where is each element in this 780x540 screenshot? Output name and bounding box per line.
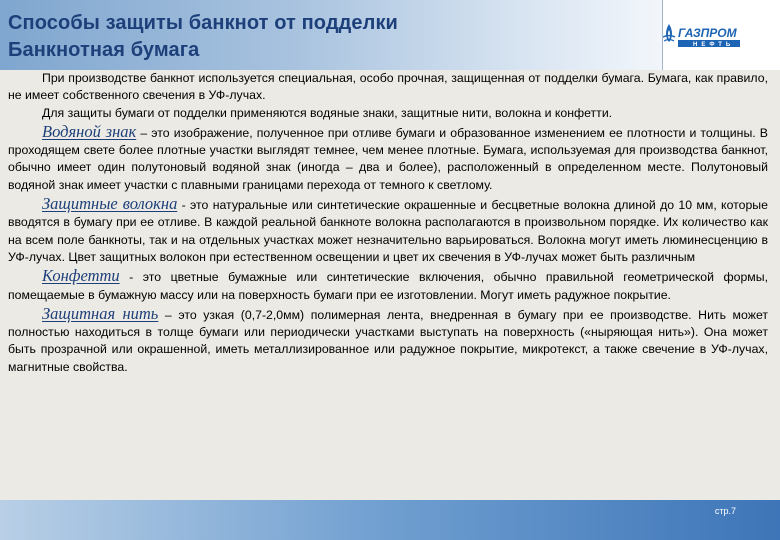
body-text [8,70,768,376]
page-number: стр.7 [714,506,736,516]
definition-security-fibers: - это натуральные или синтетические окрашенные и бесцветные волокна длиной до 10 мм, которые вводятся в бумагу при ее отливе. В каждой реальной банкноте волокна располагаются в произвольном порядке. Их количество как на всем поле банкноты, так и на отдельных участках может незначительно варьироваться. Волокна могут иметь люминесценцию в УФ-лучах. Цвет защитных волокон при естественном освещении и цвет их свечения в УФ-лучах может быть различным [8,198,768,264]
intro-paragraph-2: Для защиты бумаги от подделки применяются водяные знаки, защитные нити, волокна и конфетти. [42,105,613,120]
slide-body [0,70,780,540]
term-confetti: Конфетти [42,266,120,286]
section-watermark [8,123,768,194]
slide-header [0,0,780,70]
term-watermark: Водяной знак [42,121,137,141]
title-banner [0,0,663,70]
slide-subtitle: Банкнотная бумага [8,39,200,61]
logo-text-main: ГАЗПРОМ [678,26,737,40]
term-security-thread: Защитная нить [42,303,159,323]
section-security-thread [8,305,768,376]
section-security-fibers [8,195,768,266]
term-security-fibers: Защитные волокна [42,194,178,214]
footer-bar [0,500,780,540]
slide-title: Способы защиты банкнот от подделки [8,12,398,34]
definition-watermark: – это изображение, полученное при отливе бумаги и образованное изменением ее плотности и толщины. В проходящем свете более плотные участки выглядят темнее, чем менее плотные. Бумага, используемая для производства банкнот, обычно имеет один полутоновый водяной знак (иногда – два и более), расположенный в определенном месте. Полутоновый водяной знак имеет участки с плавными границами перехода от темного к светлому. [8,125,769,192]
section-confetti [8,267,768,304]
gazprom-neft-logo-icon [663,20,743,54]
definition-security-thread: – это узкая (0,7-2,0мм) полимерная лента, внедренная в бумагу при ее производстве. Нить может полностью находиться в толще бумаги или периодически участками выступать на поверхность («ныряющая нить»). Она может быть прозрачной или окрашенной, иметь металлизированное или радужное покрытие, микротекст, а также свечение в УФ-лучах, магнитные свойства. [8,307,769,374]
intro-paragraph-1: При производстве банкнот используется специальная, особо прочная, защищенная от подделки бумага. Бумага, как правило, не имеет собственного свечения в УФ-лучах. [8,71,768,103]
definition-confetti: - это цветные бумажные или синтетические включения, обычно правильной геометрической формы, помещаемые в бумажную массу или на поверхность бумаги при ее изготовлении. Могут иметь радужное покрытие. [8,270,768,302]
logo-text-sub: НЕФТЬ [693,42,735,48]
